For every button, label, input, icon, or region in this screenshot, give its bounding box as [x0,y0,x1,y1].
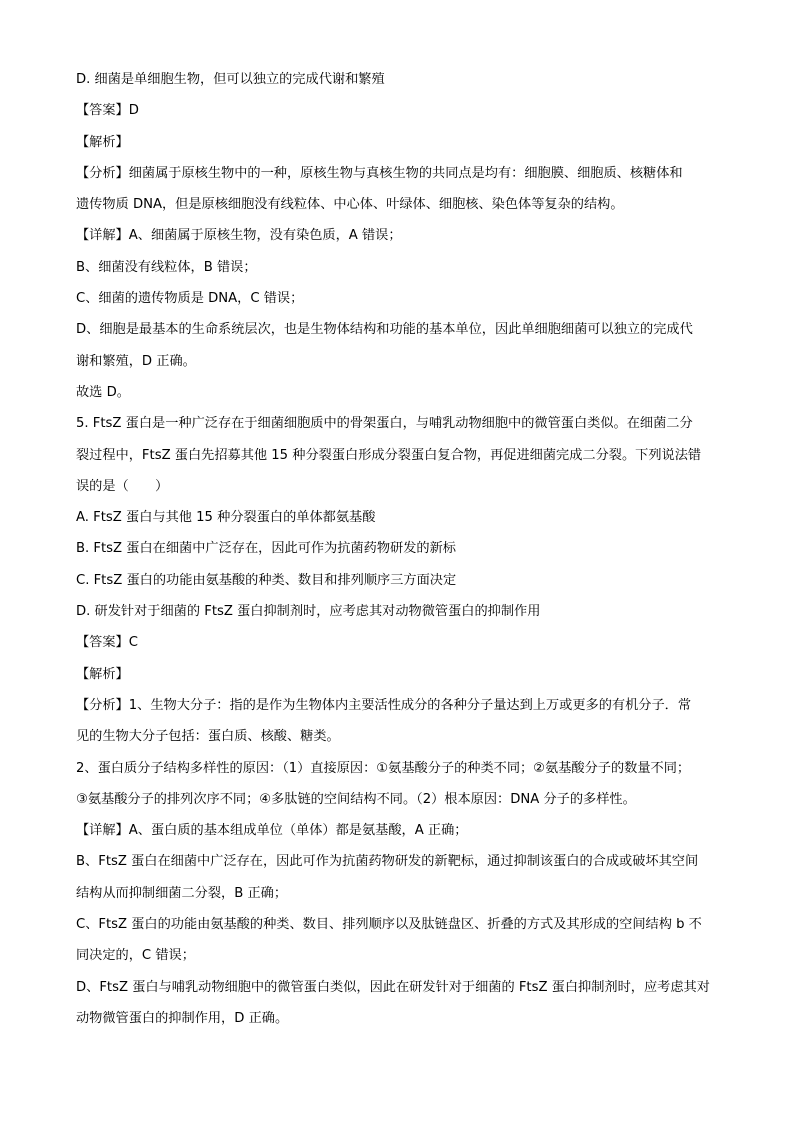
answer-label: 【答案】D [76,103,139,119]
analysis-text-line: 【分析】细菌属于原核生物中的一种，原核生物与真核生物的共同点是均有：细胞膜、细胞质、核糖体和 [76,165,683,181]
question-5-text-line: 5. FtsZ 蛋白是一种广泛存在于细菌细胞质中的骨架蛋白，与哺乳动物细胞中的微管蛋白类似。在细菌二分 [76,416,693,432]
analysis-text-line: 见的生物大分子包括：蛋白质、核酸、糖类。 [76,729,340,745]
detail-text-line: C、细菌的遗传物质是 DNA，C 错误； [76,291,304,307]
analysis-text-line: 2、蛋白质分子结构多样性的原因：（1）直接原因：①氨基酸分子的种类不同；②氨基酸分子的数量不同； [76,760,691,776]
answer-label: 【答案】C [76,635,138,651]
detail-text-line: 同决定的，C 错误； [76,948,195,964]
detail-text-line: 【详解】A、蛋白质的基本组成单位（单体）都是氨基酸，A 正确； [76,823,468,839]
option-d-text: D. 细菌是单细胞生物，但可以独立的完成代谢和繁殖 [76,72,385,87]
analysis-text-line: 【分析】1、生物大分子：指的是作为生物体内主要活性成分的各种分子量达到上万或更多的有机分子．常 [76,697,692,713]
option-c-text: C. FtsZ 蛋白的功能由氨基酸的种类、数目和排列顺序三方面决定 [76,572,457,588]
detail-text-line: 动物微管蛋白的抑制作用，D 正确。 [76,1010,289,1026]
detail-text-line: B、FtsZ 蛋白在细菌中广泛存在，因此可作为抗菌药物研发的新靶标，通过抑制该蛋白的合成或破坏其空间 [76,854,699,870]
question-5-text-line: 裂过程中，FtsZ 蛋白先招募其他 15 种分裂蛋白形成分裂蛋白复合物，再促进细菌完成二分裂。下列说法错 [76,447,702,463]
analysis-text-line: 遗传物质 DNA，但是原核细胞没有线粒体、中心体、叶绿体、细胞核、染色体等复杂的结构。 [76,197,624,213]
detail-text-line: D、FtsZ 蛋白与哺乳动物细胞中的微管蛋白类似，因此在研发针对于细菌的 FtsZ 蛋白抑制剂时，应考虑其对 [76,979,710,995]
detail-text-line: 【详解】A、细菌属于原核生物，没有染色质，A 错误； [76,228,402,244]
detail-text-line: 谢和繁殖，D 正确。 [76,353,196,369]
detail-text-line: 结构从而抑制细菌二分裂，B 正确； [76,885,288,901]
analysis-text-line: ③氨基酸分子的排列次序不同；④多肽链的空间结构不同。（2）根本原因：DNA 分子的多样性。 [76,791,636,807]
detail-text-line: C、FtsZ 蛋白的功能由氨基酸的种类、数目、排列顺序以及肽链盘区、折叠的方式及其形成的空间结构 b 不 [76,917,702,933]
option-b-text: B. FtsZ 蛋白在细菌中广泛存在，因此可作为抗菌药物研发的新标 [76,541,456,557]
detail-text-line: D、细胞是最基本的生命系统层次，也是生物体结构和功能的基本单位，因此单细胞细菌可以独立的完成代 [76,322,693,338]
question-5-text-line: 误的是（ ） [76,478,169,494]
analysis-heading: 【解析】 [76,666,129,682]
option-a-text: A. FtsZ 蛋白与其他 15 种分裂蛋白的单体都氨基酸 [76,510,376,526]
option-d-text: D. 研发针对于细菌的 FtsZ 蛋白抑制剂时，应考虑其对动物微管蛋白的抑制作用 [76,604,541,620]
detail-text-line: B、细菌没有线粒体，B 错误； [76,259,257,275]
conclusion-text: 故选 D。 [76,384,130,400]
analysis-heading: 【解析】 [76,134,129,150]
